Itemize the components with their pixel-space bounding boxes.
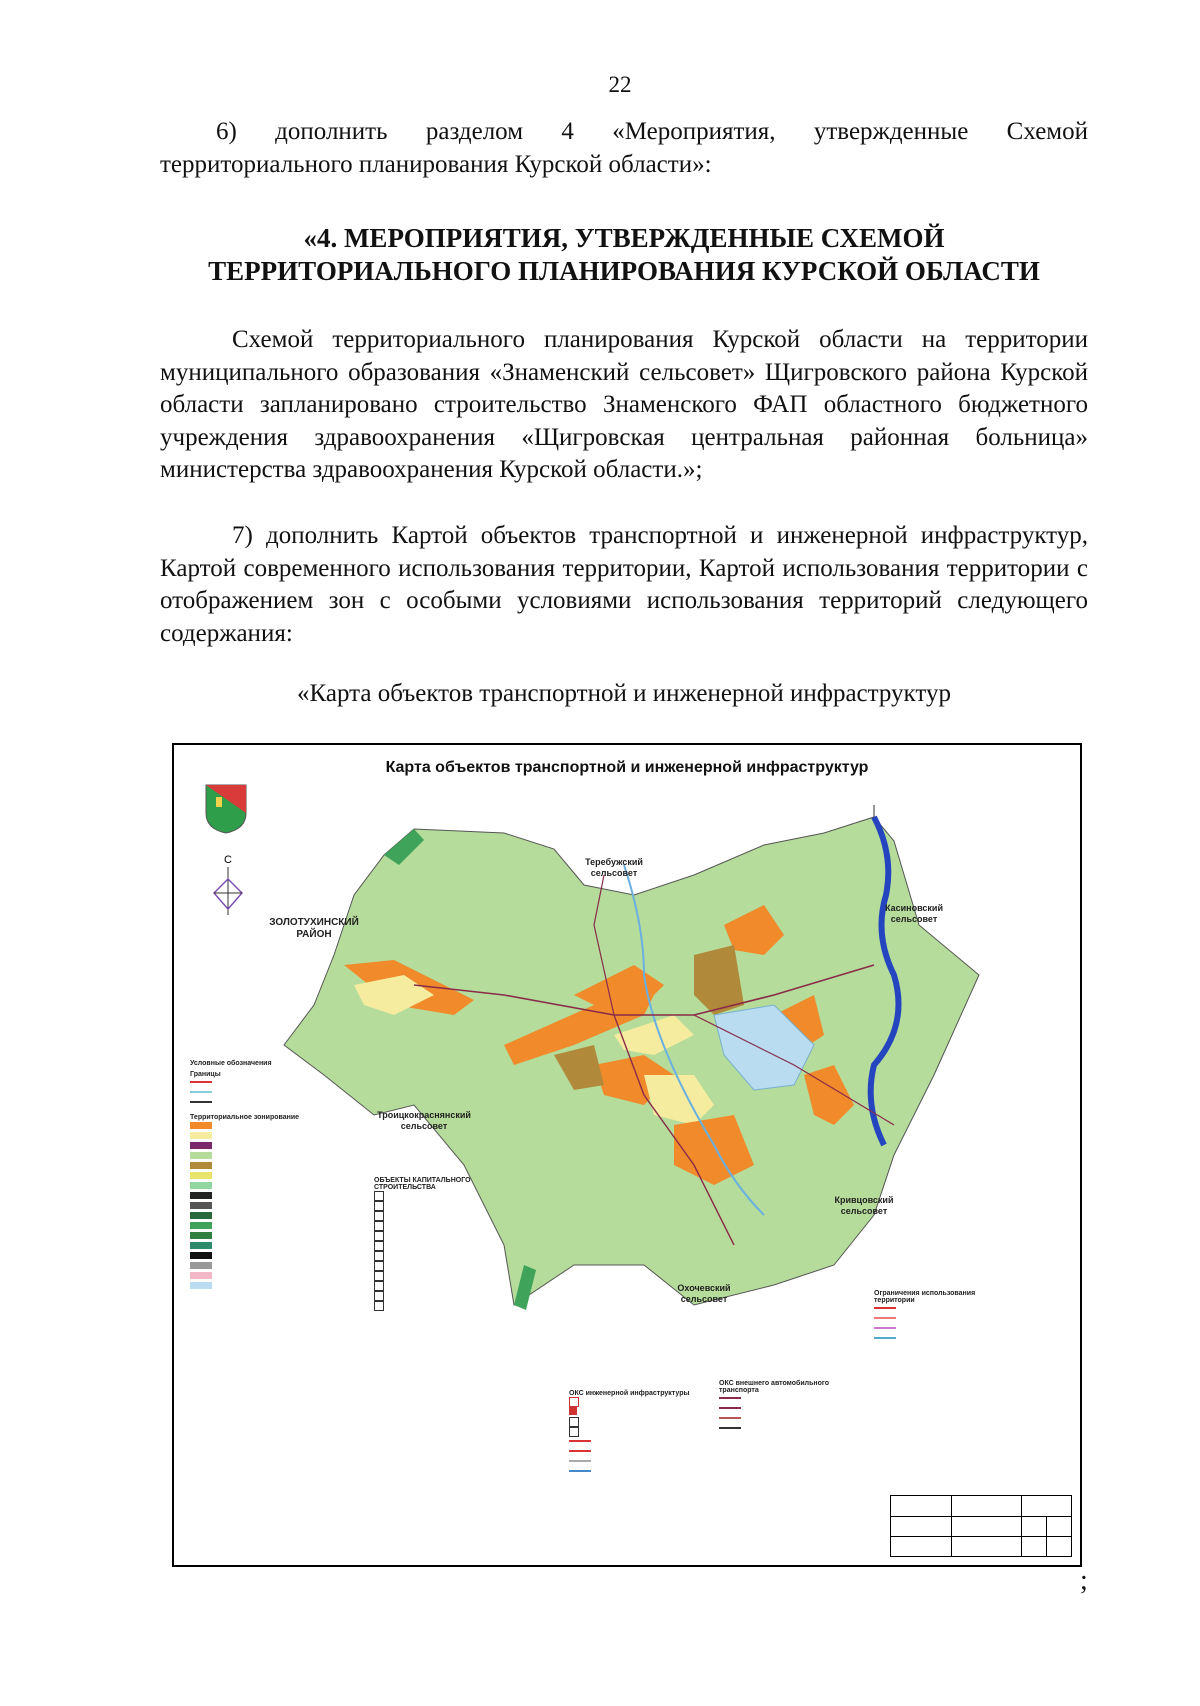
legend-row bbox=[190, 1211, 330, 1221]
legend-row bbox=[190, 1261, 330, 1271]
label-terebuzhsky: Теребужский сельсовет bbox=[585, 857, 643, 878]
legend-row bbox=[569, 1397, 709, 1407]
legend-title: Условные обозначения bbox=[190, 1060, 272, 1067]
legend-zoning: Территориальное зонирование bbox=[190, 1114, 300, 1121]
map-title: Карта объектов транспортной и инженерной инфраструктур bbox=[385, 759, 869, 776]
legend-row bbox=[374, 1271, 514, 1281]
legend-row bbox=[190, 1098, 330, 1108]
legend-row bbox=[374, 1281, 514, 1291]
legend-row bbox=[374, 1291, 514, 1301]
legend-row bbox=[374, 1261, 514, 1271]
legend-row bbox=[374, 1191, 514, 1201]
legend-row bbox=[874, 1304, 994, 1314]
legend-restrictions-title: Ограничения использования территории bbox=[874, 1290, 976, 1304]
legend-row bbox=[569, 1467, 709, 1477]
closing-semicolon: ; bbox=[1080, 1565, 1088, 1596]
legend-row bbox=[719, 1414, 839, 1424]
legend-row bbox=[190, 1191, 330, 1201]
label-krivtsovsky: Кривцовский сельсовет bbox=[834, 1195, 894, 1216]
legend-transport-title: ОКС внешнего автомобильного транспорта bbox=[719, 1380, 830, 1394]
legend-row bbox=[190, 1141, 330, 1151]
legend-transport bbox=[719, 1380, 839, 1434]
map-figure bbox=[172, 743, 1082, 1567]
legend-row bbox=[374, 1221, 514, 1231]
legend-engineering bbox=[569, 1390, 709, 1477]
map-caption: «Карта объектов транспортной и инженерной инфраструктур bbox=[297, 680, 951, 707]
legend-row bbox=[374, 1201, 514, 1211]
label-zolotukhinsky: ЗОЛОТУХИНСКИЙ РАЙОН bbox=[269, 917, 359, 940]
page-number: 22 bbox=[608, 72, 632, 97]
legend-row bbox=[874, 1314, 994, 1324]
legend-row bbox=[190, 1161, 330, 1171]
legend-row bbox=[190, 1241, 330, 1251]
legend-row bbox=[719, 1394, 839, 1404]
legend-row bbox=[190, 1181, 330, 1191]
section-heading bbox=[160, 222, 1088, 288]
legend-row bbox=[569, 1457, 709, 1467]
legend-engineering-title: ОКС инженерной инфраструктуры bbox=[569, 1390, 690, 1397]
legend-row bbox=[569, 1437, 709, 1447]
legend-row bbox=[190, 1221, 330, 1231]
legend-row bbox=[374, 1251, 514, 1261]
label-kasinovsky: Касиновский сельсовет bbox=[885, 903, 943, 924]
legend-row bbox=[190, 1281, 330, 1291]
legend-row bbox=[719, 1404, 839, 1414]
legend-capital-objects bbox=[374, 1177, 514, 1311]
legend-row bbox=[190, 1088, 330, 1098]
item-6-text: 6) дополнить разделом 4 «Мероприятия, утвержденные Схемой территориального планирования Курской области»: bbox=[160, 118, 1088, 178]
legend-row bbox=[374, 1211, 514, 1221]
item-7-text: 7) дополнить Картой объектов транспортной и инженерной инфраструктур, Картой современного использования территории, Картой использования территории с отображением зон с особыми условиями использования территорий следующего содержания: bbox=[160, 522, 1088, 647]
legend-row bbox=[190, 1078, 330, 1088]
legend-row bbox=[190, 1171, 330, 1181]
legend-row bbox=[190, 1251, 330, 1261]
legend-row bbox=[190, 1151, 330, 1161]
legend-row bbox=[874, 1334, 994, 1344]
legend-row bbox=[190, 1201, 330, 1211]
legend-row bbox=[190, 1231, 330, 1241]
heading-line-1: «4. МЕРОПРИЯТИЯ, УТВЕРЖДЕННЫЕ СХЕМОЙ bbox=[303, 223, 945, 253]
legend-row bbox=[190, 1121, 330, 1131]
legend-borders: Границы bbox=[190, 1071, 221, 1078]
legend-main bbox=[190, 1060, 330, 1291]
legend-row bbox=[569, 1427, 709, 1437]
legend-row bbox=[190, 1271, 330, 1281]
legend-restrictions bbox=[874, 1290, 994, 1344]
legend-row bbox=[374, 1301, 514, 1311]
title-block bbox=[890, 1495, 1072, 1557]
legend-row bbox=[719, 1424, 839, 1434]
legend-capital-title: ОБЪЕКТЫ КАПИТАЛЬНОГО СТРОИТЕЛЬСТВА bbox=[374, 1177, 471, 1191]
legend-row bbox=[190, 1131, 330, 1141]
legend-row bbox=[569, 1407, 709, 1417]
label-okhochevsky: Охочевский сельсовет bbox=[677, 1283, 731, 1304]
legend-row bbox=[374, 1241, 514, 1251]
section-paragraph: Схемой территориального планирования Курской области на территории муниципального образования «Знаменский сельсовет» Щигровского района Курской области запланировано строительство Знаменского ФАП областного бюджетного учреждения здравоохранения «Щигровская центральная районная больница» министерства здравоохранения Курской области.»; bbox=[160, 326, 1088, 483]
legend-row bbox=[374, 1231, 514, 1241]
legend-row bbox=[569, 1447, 709, 1457]
label-troitskokrasnyansky: Троицкокраснянский сельсовет bbox=[377, 1110, 471, 1131]
legend-row bbox=[569, 1417, 709, 1427]
heading-line-2: ТЕРРИТОРИАЛЬНОГО ПЛАНИРОВАНИЯ КУРСКОЙ ОБЛАСТИ bbox=[208, 256, 1040, 286]
legend-row bbox=[874, 1324, 994, 1334]
compass-letter: С bbox=[224, 854, 232, 866]
